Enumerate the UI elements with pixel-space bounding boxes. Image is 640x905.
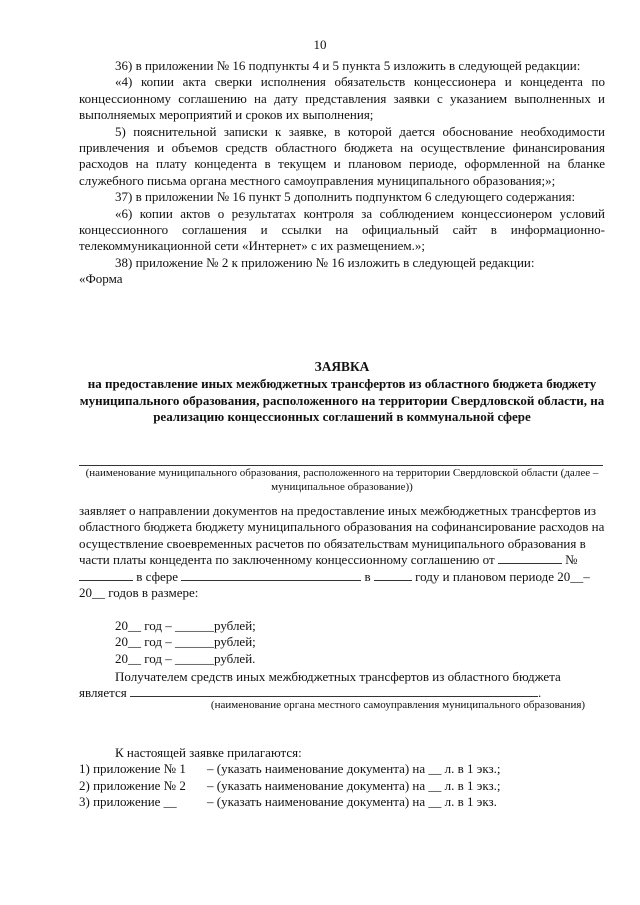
mo-name-line (79, 465, 603, 466)
agreement-number-blank (79, 569, 133, 581)
form-title: ЗАЯВКА (314, 359, 370, 374)
year-plan-text: году и плановом периоде 20__–20__ годов в размере: (79, 568, 590, 601)
attachments-intro: К настоящей заявке прилагаются: (115, 745, 302, 760)
attachment-row (79, 761, 605, 777)
item-37: 37) в приложении № 16 пункт 5 дополнить подпунктом 6 следующего содержания: (115, 189, 576, 205)
request-paragraph (79, 503, 605, 601)
organ-name-caption: (наименование органа местного самоуправления муниципального образования) (210, 699, 586, 711)
attachment-text: – (указать наименование документа) на __ л. в 1 экз.; (207, 777, 501, 793)
attachment-row (79, 794, 605, 810)
attachments-section (79, 745, 605, 811)
page-number: 10 (313, 37, 327, 52)
item-37-sub-6: «6) копии актов о результатах контроля за соблюдением концессионером условий концессионного соглашения и ссылки на официальный сайт в информационно-телекоммуникационной сети «Интернет» с их размещением.»; (79, 205, 605, 254)
recipient-end: . (538, 685, 542, 701)
mo-name-caption: (наименование муниципального образования, расположенного на территории Свердловской области (далее – муниципальное образование)) (85, 467, 599, 493)
request-text: заявляет о направлении документов на предоставление иных межбюджетных трансфертов из областного бюджета бюджету муниципального образования на софинансирование расходов на осуществление своевременных расчетов по обязательствам муниципального образования в части платы концедента по заключенному концессионному соглашению от (79, 503, 605, 568)
attachment-row (79, 778, 605, 794)
recipient-blank (130, 685, 538, 697)
recipient-text: Получателем средств иных межбюджетных трансфертов из областного бюджета является (79, 669, 561, 701)
amount-year-1: 20__ год – ______рублей; (115, 618, 256, 633)
attachment-text: – (указать наименование документа) на __ л. в 1 экз. (207, 794, 497, 810)
item-38: 38) приложение № 2 к приложению № 16 изложить в следующей редакции: (115, 254, 535, 270)
recipient-paragraph (79, 669, 605, 702)
amendment-text (79, 58, 605, 288)
sphere-blank (181, 569, 361, 581)
attachment-label: 1) приложение № 1 (79, 761, 186, 777)
amount-year-2: 20__ год – ______рублей; (115, 634, 256, 649)
amount-year-3: 20__ год – ______рублей. (115, 651, 256, 666)
year-blank (374, 569, 412, 581)
attachment-label: 2) приложение № 2 (79, 777, 186, 793)
agreement-date-blank (498, 552, 562, 564)
attachment-label: 3) приложение __ (79, 794, 177, 810)
item-36-sub-5: 5) пояснительной записки к заявке, в которой дается обоснование необходимости привлечения и объемов средств областного бюджета на осуществление финансирования расходов на плату концедента в текущем и плановом периоде, оформленной на бланке служебного письма органа местного самоуправления муниципального образования;»; (79, 123, 605, 188)
sphere-text: в сфере (136, 568, 179, 584)
item-36-sub-4: «4) копии акта сверки исполнения обязательств концессионера и концедента по концессионному соглашению на дату представления заявки с указанием выполненных и выполняемых мероприятий и сроков их выполнения; (79, 74, 605, 123)
form-label: «Форма (79, 271, 123, 287)
attachment-text: – (указать наименование документа) на __ л. в 1 экз.; (207, 761, 501, 777)
item-36: 36) в приложении № 16 подпункты 4 и 5 пункта 5 изложить в следующей редакции: (115, 58, 581, 73)
in-text: в (364, 568, 371, 584)
form-subtitle: на предоставление иных межбюджетных трансфертов из областного бюджета бюджету муниципального образования, расположенного на территории Свердловской области, на реализацию концессионных соглашений в коммунальной сфере (79, 376, 605, 424)
number-sign: № (565, 552, 578, 568)
